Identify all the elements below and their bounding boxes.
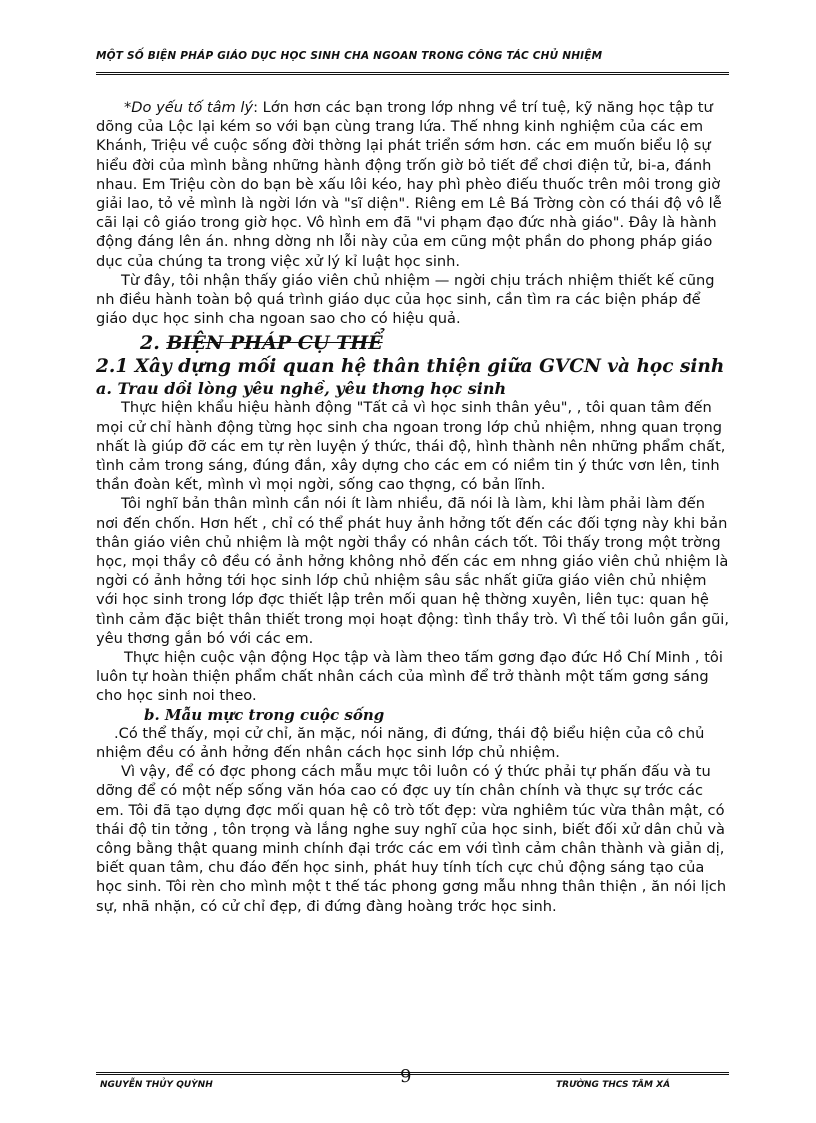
- section-b-paragraph-1: .Có thể thấy, mọi cử chỉ, ăn mặc, nói năng, đi đứng, thái độ biểu hiện của cô chủ nhiệm đều có ảnh hởng đến nhân cách học sinh lớp chủ nhiệm.: [96, 724, 705, 761]
- footer-author: NGUYỄN THỦY QUỲNH: [100, 1080, 213, 1090]
- section-a-paragraph-1: Thực hiện khẩu hiệu hành động "Tất cả vì học sinh thân yêu", , tôi quan tâm đến mọi cử chỉ hành động từng học sinh cha ngoan trong lớp chủ nhiệm, nhng quan trọng nhất là giúp đỡ các em tự rèn luyện ý thức, thái độ, hình thành nên những phẩm chất, tình cảm trong sáng, đúng đắn, xây dựng cho các em có niềm tin ý thức vơn lên, tinh thần đoàn kết, mình vì mọi ngời, sống cao thợng, có bản lĩnh.: [96, 399, 726, 494]
- header-rule: [96, 72, 729, 75]
- page-number: 9: [400, 1066, 412, 1087]
- intro-paragraph: [96, 98, 729, 271]
- section-b-paragraph-2: Vì vậy, để có đợc phong cách mẫu mực tôi luôn có ý thức phải tự phấn đấu và tu dỡng để có một nếp sống văn hóa cao có đợc uy tín chân chính và thực sự trớc các em. Tôi đã tạo dựng đợc mối quan hệ cô trò tốt đẹp: vừa nghiêm túc vừa thân mật, có thái độ tin tởng , tôn trọng và lắng nghe suy nghĩ của học sinh, biết đối xử dân chủ và công bằng thật quang minh chính đại trớc các em với tình cảm chân thành và giản dị, biết quan tâm, chu đáo đến học sinh, phát huy tính tích cực chủ động sáng tạo của học sinh. Tôi rèn cho mình một t thế tác phong gơng mẫu nhng thân thiện , ăn nói lịch sự, nhã nhặn, có cử chỉ đẹp, đi đứng đàng hoàng trớc học sinh.: [96, 763, 727, 915]
- footer-school: TRƯỜNG THCS TÂM XÁ: [556, 1080, 671, 1090]
- section-a-paragraph-2: Tôi nghĩ bản thân mình cần nói ít làm nhiều, đã nói là làm, khi làm phải làm đến nơi đến chốn. Hơn hết , chỉ có thể phát huy ảnh hởng tốt đến các đối tợng này khi bản thân giáo viên chủ nhiệm là một ngời thầy có nhân cách tốt. Tôi thấy trong một trờng học, mọi thầy cô đều có ảnh hởng không nhỏ đến các em nhng giáo viên chủ nhiệm là ngời có ảnh hởng tới học sinh lớp chủ nhiệm sâu sắc nhất giữa giáo viên chủ nhiệm với học sinh trong lớp đợc thiết lập trên mối quan hệ thờng xuyên, liên tục: quan hệ tình cảm đặc biệt thân thiết trong mọi hoạt động: tình thầy trò. Vì thế tôi luôn gần gũi, yêu thơng gắn bó với các em.: [96, 495, 729, 647]
- section-b-heading: b. Mẫu mực trong cuộc sống: [144, 705, 385, 724]
- intro-text: : Lớn hơn các bạn trong lớp nhng về trí tuệ, kỹ năng học tập tư dõng của Lộc lại kém so với bạn cùng trang lứa. Thế nhng kinh nghiệm của các em Khánh, Triệu về cuộc sống đời thờng lại phát triển sớm hơn. các em muốn biểu lộ sự hiểu đời của mình bằng những hành động trốn giờ bỏ tiết để chơi điện tử, bi-a, đánh nhau. Em Triệu còn do bạn bè xấu lôi kéo, hay phì phèo điếu thuốc trên môi trong giờ giải lao, tỏ vẻ mình là ngời lớn và "sĩ diện". Riêng em Lê Bá Trờng còn có thái độ vô lễ cãi lại cô giáo trong giờ học. Vô hình em đã "vi phạm đạo đức nhà giáo". Đây là hành động đáng lên án. nhng dờng nh lỗi này của em cũng một phần do phong pháp giáo dục của chúng ta trong việc xử lý kỉ luật học sinh.: [96, 99, 722, 270]
- section-2-1-heading: 2.1 Xây dựng mối quan hệ thân thiện giữa GVCN và học sinh: [96, 356, 725, 378]
- page-body: [96, 98, 729, 916]
- footer-rule: [96, 1072, 729, 1075]
- section-2-title: BIỆN PHÁP CỤ THỂ: [166, 332, 383, 355]
- section-2-number: 2.: [140, 332, 160, 355]
- intro-lead: *Do yếu tố tâm lý: [124, 99, 254, 116]
- section-a-heading: a. Trau dồi lòng yêu nghề, yêu thơng học sinh: [96, 379, 507, 399]
- section-2-heading: [96, 332, 729, 354]
- intro-paragraph-2: Từ đây, tôi nhận thấy giáo viên chủ nhiệm — ngời chịu trách nhiệm thiết kế cũng nh điều hành toàn bộ quá trình giáo dục của học sinh, cần tìm ra các biện pháp để giáo dục học sinh cha ngoan sao cho có hiệu quả.: [96, 271, 715, 328]
- running-header: MỘT SỐ BIỆN PHÁP GIÁO DỤC HỌC SINH CHA NGOAN TRONG CÔNG TÁC CHỦ NHIỆM: [96, 50, 603, 62]
- section-a-paragraph-3: Thực hiện cuộc vận động Học tập và làm theo tấm gơng đạo đức Hồ Chí Minh , tôi luôn tự hoàn thiện phẩm chất nhân cách của mình để trở thành một tấm gơng sáng cho học sinh noi theo.: [96, 649, 723, 705]
